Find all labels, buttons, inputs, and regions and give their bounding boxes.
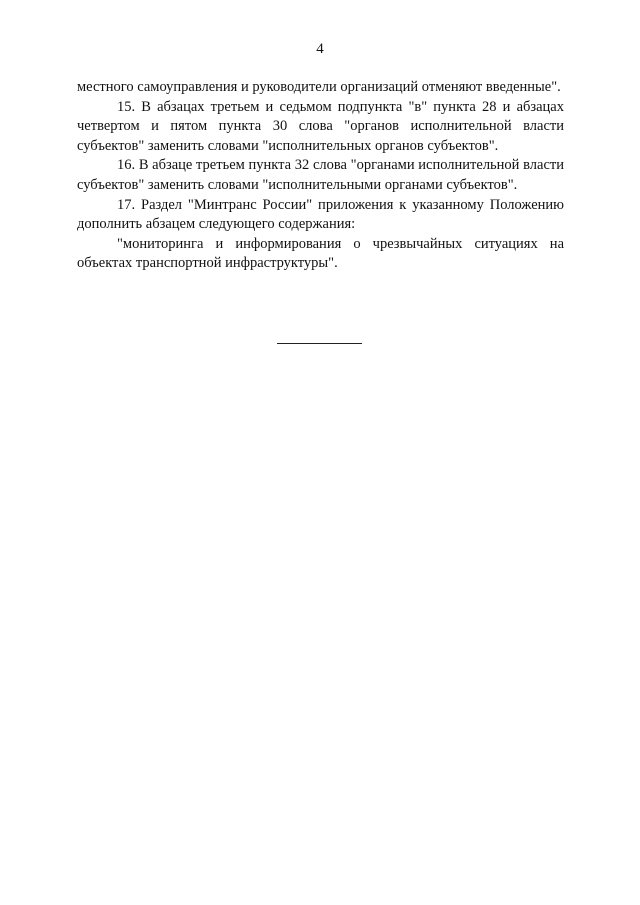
end-separator-line [277,343,362,344]
document-body [77,78,564,274]
paragraph-item-17: 17. Раздел "Минтранс России" приложения к указанному Положению дополнить абзацем следующего содержания: [77,196,564,233]
paragraph-item-16: 16. В абзаце третьем пункта 32 слова "органами исполнительной власти субъектов" заменить словами "исполнительными органами субъектов". [77,157,564,193]
paragraph-item-15: 15. В абзацах третьем и седьмом подпункта "в" пункта 28 и абзацах четвертом и пятом пункта 30 слова "органов исполнительной власти субъектов" заменить словами "исполнительных органов субъектов". [77,98,564,154]
page-number: 4 [316,41,324,57]
paragraph-continuation: местного самоуправления и руководители организаций отменяют введенные". [77,79,561,95]
paragraph-quoted-addition: "мониторинга и информирования о чрезвычайных ситуациях на объектах транспортной инфраструктуры". [77,235,564,272]
